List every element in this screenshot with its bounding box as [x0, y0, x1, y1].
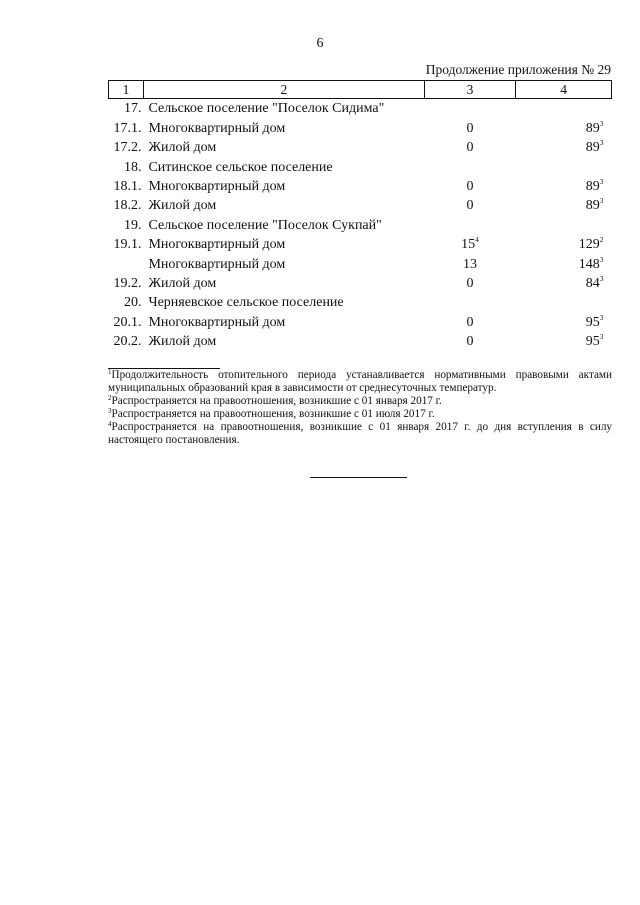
table-row [109, 215, 612, 234]
footnote-mark: 3 [599, 312, 604, 322]
row-number: 19. [123, 217, 142, 233]
row-name: Жилой дом [148, 140, 217, 156]
value-col4: 89 [585, 140, 600, 156]
row-value-col4 [516, 332, 612, 351]
row-name: Многоквартирный дом [148, 237, 286, 253]
row-value-col3 [424, 177, 516, 196]
row-value-col4 [516, 157, 612, 176]
row-value-col4 [516, 235, 612, 254]
footnote-number: 1 [108, 368, 112, 376]
table-row [109, 312, 612, 331]
footnote-number: 2 [108, 394, 112, 402]
value-col3: 0 [466, 140, 474, 156]
row-value-col3 [424, 196, 516, 215]
table-body [109, 99, 612, 352]
row-number: 20. [123, 295, 142, 311]
footnote-text: Распространяется на правоотношения, возникшие с 01 июля 2017 г. [111, 408, 435, 420]
row-value-col3 [424, 274, 516, 293]
row-number: 18.1. [113, 178, 142, 194]
row-name: Ситинское сельское поселение [148, 159, 333, 175]
footnote-number: 4 [108, 420, 112, 428]
row-name: Жилой дом [148, 198, 217, 214]
table-row [109, 254, 612, 273]
value-col4: 89 [585, 120, 600, 136]
value-col3: 0 [466, 178, 474, 194]
row-value-col4 [516, 118, 612, 137]
row-number: 17.2. [113, 140, 142, 156]
row-name: Жилой дом [148, 334, 217, 350]
table-row [109, 293, 612, 312]
table-row [109, 99, 612, 119]
footnotes [108, 369, 612, 447]
row-name: Многоквартирный дом [148, 256, 286, 272]
value-col3: 0 [466, 334, 474, 350]
footnote-number: 3 [108, 407, 112, 415]
row-number: 19.1. [113, 237, 142, 253]
value-col3: 0 [466, 198, 474, 214]
row-value-col3 [424, 254, 516, 273]
row-value-col3 [424, 215, 516, 234]
footnote-mark: 3 [599, 196, 604, 206]
footnote [108, 421, 612, 447]
value-col3: 0 [466, 314, 474, 330]
continuation-label: Продолжение приложения № 29 [425, 62, 611, 77]
row-value-col3 [424, 118, 516, 137]
row-number [109, 254, 144, 273]
row-number: 20.1. [113, 314, 142, 330]
row-name: Сельское поселение "Поселок Сукпай" [148, 217, 382, 233]
table-header-row [109, 81, 612, 99]
header-col-2: 2 [143, 81, 424, 99]
value-col4: 89 [585, 178, 600, 194]
value-col4: 89 [585, 198, 600, 214]
row-number: 17.1. [113, 120, 142, 136]
row-number: 18.2. [113, 198, 142, 214]
table-row [109, 157, 612, 176]
footnote-text: Распространяется на правоотношения, возникшие с 01 января 2017 г. до дня вступления в силу настоящего постановления. [108, 421, 612, 446]
table-row [109, 235, 612, 254]
header-col-3: 3 [424, 81, 516, 99]
row-name: Многоквартирный дом [148, 178, 286, 194]
row-value-col4 [516, 254, 612, 273]
row-value-col4 [516, 177, 612, 196]
row-value-col4 [516, 138, 612, 157]
row-value-col4 [516, 99, 612, 119]
value-col3: 0 [466, 275, 474, 291]
footnote-text: Распространяется на правоотношения, возникшие с 01 января 2017 г. [111, 395, 442, 407]
row-name: Черняевское сельское поселение [148, 295, 344, 311]
value-col3: 15 [461, 237, 476, 253]
row-value-col3 [424, 138, 516, 157]
row-value-col3 [424, 312, 516, 331]
value-col4: 95 [585, 334, 600, 350]
end-of-document-line [310, 477, 407, 478]
row-name: Многоквартирный дом [148, 314, 286, 330]
table-row [109, 332, 612, 351]
table-row [109, 196, 612, 215]
row-number: 19.2. [113, 275, 142, 291]
table-row [109, 138, 612, 157]
row-number: 18. [123, 159, 142, 175]
footnote-mark: 3 [599, 332, 604, 342]
table-row [109, 177, 612, 196]
row-name: Сельское поселение "Поселок Сидима" [148, 101, 385, 117]
row-value-col3 [424, 332, 516, 351]
row-value-col4 [516, 215, 612, 234]
row-number: 17. [123, 101, 142, 117]
value-col3: 13 [463, 256, 478, 272]
row-name: Многоквартирный дом [148, 120, 286, 136]
value-col4: 95 [585, 314, 600, 330]
row-value-col3 [424, 99, 516, 119]
row-number: 20.2. [113, 334, 142, 350]
row-value-col4 [516, 274, 612, 293]
header-col-4: 4 [516, 81, 612, 99]
footnote-mark: 3 [599, 254, 604, 264]
value-col4: 84 [585, 275, 600, 291]
footnote [108, 395, 612, 408]
value-col4: 148 [578, 256, 600, 272]
footnote [108, 369, 612, 395]
footnote-mark: 2 [599, 235, 604, 245]
footnote [108, 408, 612, 421]
footnote-mark: 4 [475, 235, 479, 245]
footnote-mark: 3 [599, 138, 604, 148]
footnote-mark: 3 [599, 273, 604, 283]
row-value-col4 [516, 293, 612, 312]
footnote-mark: 3 [599, 176, 604, 186]
value-col4: 129 [578, 237, 600, 253]
row-value-col3 [424, 293, 516, 312]
footnote-mark: 3 [599, 118, 604, 128]
row-value-col4 [516, 196, 612, 215]
footnote-text: Продолжительность отопительного периода устанавливается нормативными правовыми актами муниципальных образований края в зависимости от среднесуточных температур. [108, 369, 612, 394]
row-name: Жилой дом [148, 275, 217, 291]
table-row [109, 118, 612, 137]
table-row [109, 274, 612, 293]
row-value-col4 [516, 312, 612, 331]
page-number: 6 [316, 36, 324, 51]
row-value-col3 [424, 235, 516, 254]
header-col-1: 1 [109, 81, 144, 99]
value-col3: 0 [466, 120, 474, 136]
row-value-col3 [424, 157, 516, 176]
tariff-table [108, 80, 612, 351]
